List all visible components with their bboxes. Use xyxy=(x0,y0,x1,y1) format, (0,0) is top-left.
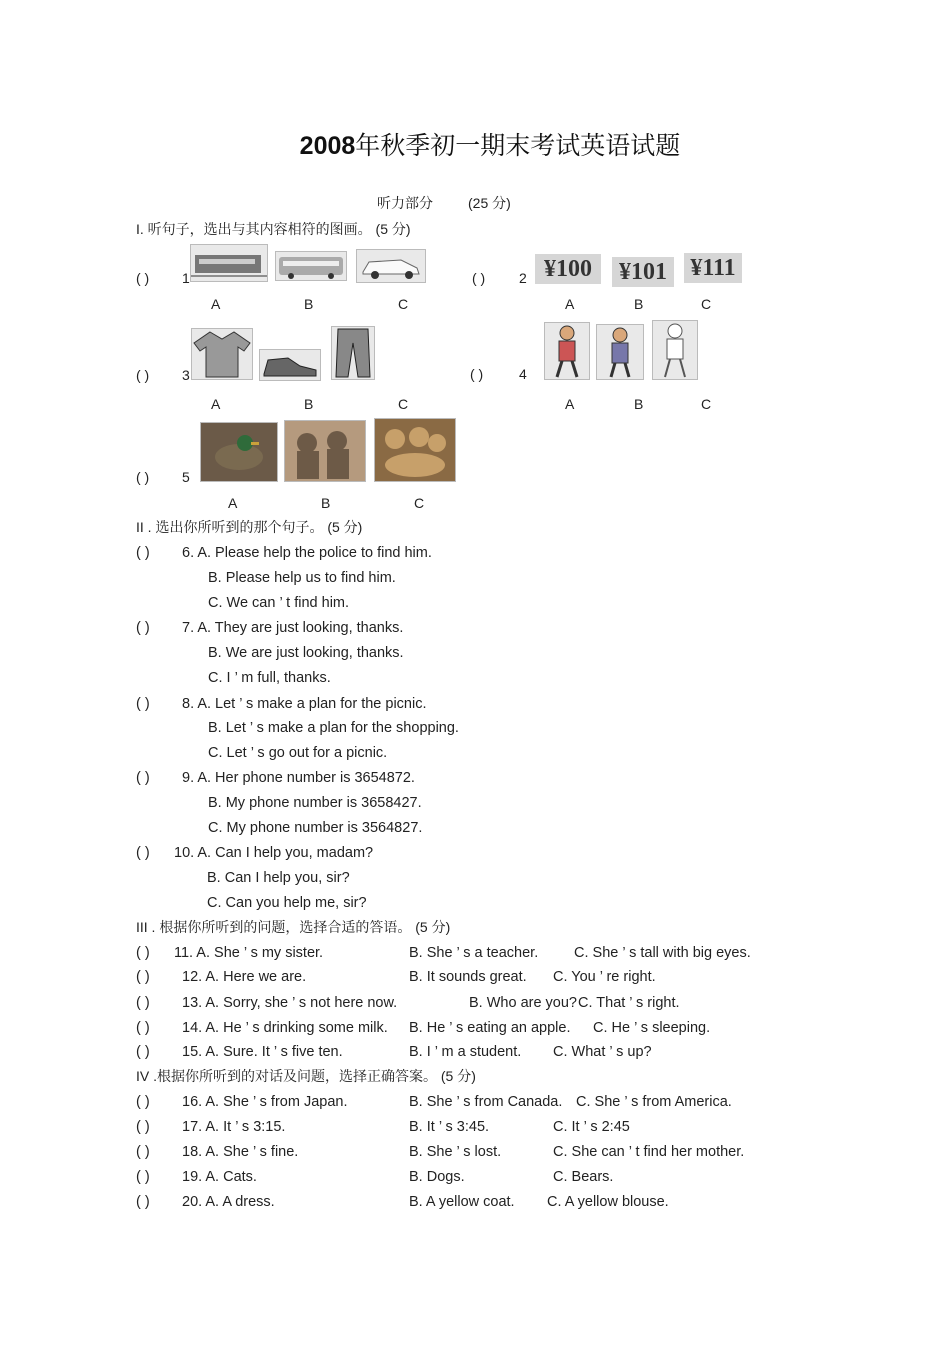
question-number: 5 xyxy=(182,469,190,485)
q10-option-a: 10. A. Can I help you, madam? xyxy=(174,845,374,861)
answer-blank[interactable]: ( ) xyxy=(136,1094,150,1110)
answer-blank[interactable]: ( ) xyxy=(136,845,150,861)
q9-option-a: 9. A. Her phone number is 3654872. xyxy=(182,770,415,786)
option-b: B xyxy=(304,296,314,312)
option-b: B xyxy=(634,296,644,312)
option-b: B xyxy=(304,396,314,412)
q13-option-a: 13. A. Sorry, she ’ s not here now. xyxy=(182,995,398,1011)
q6-option-a: 6. A. Please help the police to find him. xyxy=(182,545,432,561)
q17-option-a: 17. A. It ’ s 3:15. xyxy=(182,1119,286,1135)
person-icon xyxy=(597,325,643,379)
trousers-image xyxy=(331,326,375,380)
answer-blank[interactable]: ( ) xyxy=(136,995,150,1011)
option-c: C xyxy=(414,495,425,511)
answer-blank[interactable]: ( ) xyxy=(136,696,150,712)
person-icon xyxy=(545,323,589,379)
q19-option-a: 19. A. Cats. xyxy=(182,1169,257,1185)
q7-option-c: C. I ’ m full, thanks. xyxy=(208,670,331,686)
q11-option-b: B. She ’ s a teacher. xyxy=(409,945,539,961)
q18-option-c: C. She can ’ t find her mother. xyxy=(553,1144,745,1160)
question-number: 2 xyxy=(519,270,527,286)
answer-blank[interactable]: ( ) xyxy=(136,969,150,985)
option-b: B xyxy=(321,495,331,511)
bus-icon xyxy=(276,252,346,280)
answer-blank[interactable]: ( ) xyxy=(136,545,150,561)
q11-option-a: 11. A. She ’ s my sister. xyxy=(174,945,324,961)
q17-option-c: C. It ’ s 2:45 xyxy=(553,1119,630,1135)
q20-option-c: C. A yellow blouse. xyxy=(547,1194,669,1210)
q8-option-c: C. Let ’ s go out for a picnic. xyxy=(208,745,388,761)
answer-blank[interactable]: ( ) xyxy=(136,1044,150,1060)
q8-option-b: B. Let ’ s make a plan for the shopping. xyxy=(208,720,459,736)
answer-blank[interactable]: ( ) xyxy=(136,620,150,636)
price-tag: ¥111 xyxy=(684,253,742,283)
answer-blank[interactable]: ( ) xyxy=(136,469,150,485)
answer-blank[interactable]: ( ) xyxy=(136,1169,150,1185)
q12-option-a: 12. A. Here we are. xyxy=(182,969,307,985)
option-c: C xyxy=(701,396,712,412)
duck-icon xyxy=(201,423,277,481)
monkey-icon xyxy=(285,421,365,481)
bus-image xyxy=(275,251,347,281)
q20-option-b: B. A yellow coat. xyxy=(409,1194,515,1210)
q13-option-c: C. That ’ s right. xyxy=(578,995,680,1011)
q10-option-c: C. Can you help me, sir? xyxy=(207,895,367,911)
q12-option-b: B. It sounds great. xyxy=(409,969,527,985)
price-tag: ¥100 xyxy=(535,254,601,284)
jacket-image xyxy=(191,328,253,380)
answer-blank[interactable]: ( ) xyxy=(136,770,150,786)
option-b: B xyxy=(634,396,644,412)
answer-blank[interactable]: ( ) xyxy=(472,270,486,286)
q18-option-b: B. She ’ s lost. xyxy=(409,1144,502,1160)
q15-option-a: 15. A. Sure. It ’ s five ten. xyxy=(182,1044,343,1060)
q9-option-b: B. My phone number is 3658427. xyxy=(208,795,422,811)
question-number: 1 xyxy=(182,270,190,286)
answer-blank[interactable]: ( ) xyxy=(136,270,150,286)
page-title: 2008年秋季初一期末考试英语试题 xyxy=(299,132,681,160)
q6-option-c: C. We can ’ t find him. xyxy=(208,595,350,611)
answer-blank[interactable]: ( ) xyxy=(136,1144,150,1160)
option-c: C xyxy=(398,296,409,312)
q15-option-c: C. What ’ s up? xyxy=(553,1044,652,1060)
q11-option-c: C. She ’ s tall with big eyes. xyxy=(574,945,751,961)
q7-option-a: 7. A. They are just looking, thanks. xyxy=(182,620,404,636)
q9-option-c: C. My phone number is 3564827. xyxy=(208,820,423,836)
q16-option-a: 16. A. She ’ s from Japan. xyxy=(182,1094,348,1110)
section-2-heading: II . 选出你所听到的那个句子。 (5 分) xyxy=(136,519,363,535)
q17-option-b: B. It ’ s 3:45. xyxy=(409,1119,490,1135)
section-4-heading: IV .根据你所听到的对话及问题，选择正确答案。 (5 分) xyxy=(136,1068,476,1084)
option-a: A xyxy=(228,495,238,511)
q14-option-c: C. He ’ s sleeping. xyxy=(593,1020,711,1036)
price-tag: ¥101 xyxy=(612,257,674,287)
answer-blank[interactable]: ( ) xyxy=(136,1020,150,1036)
q13-option-b: B. Who are you? xyxy=(469,995,577,1011)
q16-option-b: B. She ’ s from Canada. xyxy=(409,1094,563,1110)
answer-blank[interactable]: ( ) xyxy=(136,945,150,961)
option-a: A xyxy=(565,396,575,412)
q19-option-c: C. Bears. xyxy=(553,1169,614,1185)
q12-option-c: C. You ’ re right. xyxy=(553,969,656,985)
car-image xyxy=(356,249,426,283)
train-image xyxy=(190,244,268,282)
q14-option-b: B. He ’ s eating an apple. xyxy=(409,1020,571,1036)
shoe-image xyxy=(259,349,321,381)
lion-cub-icon xyxy=(375,419,455,481)
q18-option-a: 18. A. She ’ s fine. xyxy=(182,1144,299,1160)
q19-option-b: B. Dogs. xyxy=(409,1169,465,1185)
option-a: A xyxy=(211,296,221,312)
listening-score: (25 分) xyxy=(468,195,511,211)
lion-cubs-photo xyxy=(374,418,456,482)
option-c: C xyxy=(701,296,712,312)
option-c: C xyxy=(398,396,409,412)
q16-option-c: C. She ’ s from America. xyxy=(576,1094,732,1110)
monkeys-photo xyxy=(284,420,366,482)
q7-option-b: B. We are just looking, thanks. xyxy=(208,645,404,661)
answer-blank[interactable]: ( ) xyxy=(470,366,484,382)
option-a: A xyxy=(565,296,575,312)
shoe-icon xyxy=(260,350,320,380)
boy-walking-image xyxy=(544,322,590,380)
boy-drinking-image xyxy=(596,324,644,380)
answer-blank[interactable]: ( ) xyxy=(136,367,150,383)
q6-option-b: B. Please help us to find him. xyxy=(208,570,396,586)
q14-option-a: 14. A. He ’ s drinking some milk. xyxy=(182,1020,388,1036)
duck-photo xyxy=(200,422,278,482)
section-1-heading: I. 听句子，选出与其内容相符的图画。 (5 分) xyxy=(136,221,411,237)
q8-option-a: 8. A. Let ’ s make a plan for the picnic. xyxy=(182,696,427,712)
q20-option-a: 20. A. A dress. xyxy=(182,1194,275,1210)
answer-blank[interactable]: ( ) xyxy=(136,1194,150,1210)
person-icon xyxy=(653,321,697,379)
question-number: 4 xyxy=(519,366,527,382)
answer-blank[interactable]: ( ) xyxy=(136,1119,150,1135)
listening-label: 听力部分 xyxy=(377,195,433,211)
option-a: A xyxy=(211,396,221,412)
car-icon xyxy=(357,250,425,282)
question-number: 3 xyxy=(182,367,190,383)
q10-option-b: B. Can I help you, sir? xyxy=(207,870,350,886)
jacket-icon xyxy=(192,329,252,379)
boy-sketch-image xyxy=(652,320,698,380)
train-icon xyxy=(191,245,267,281)
section-3-heading: III . 根据你所听到的问题，选择合适的答语。 (5 分) xyxy=(136,919,451,935)
q15-option-b: B. I ’ m a student. xyxy=(409,1044,522,1060)
trousers-icon xyxy=(332,327,374,379)
